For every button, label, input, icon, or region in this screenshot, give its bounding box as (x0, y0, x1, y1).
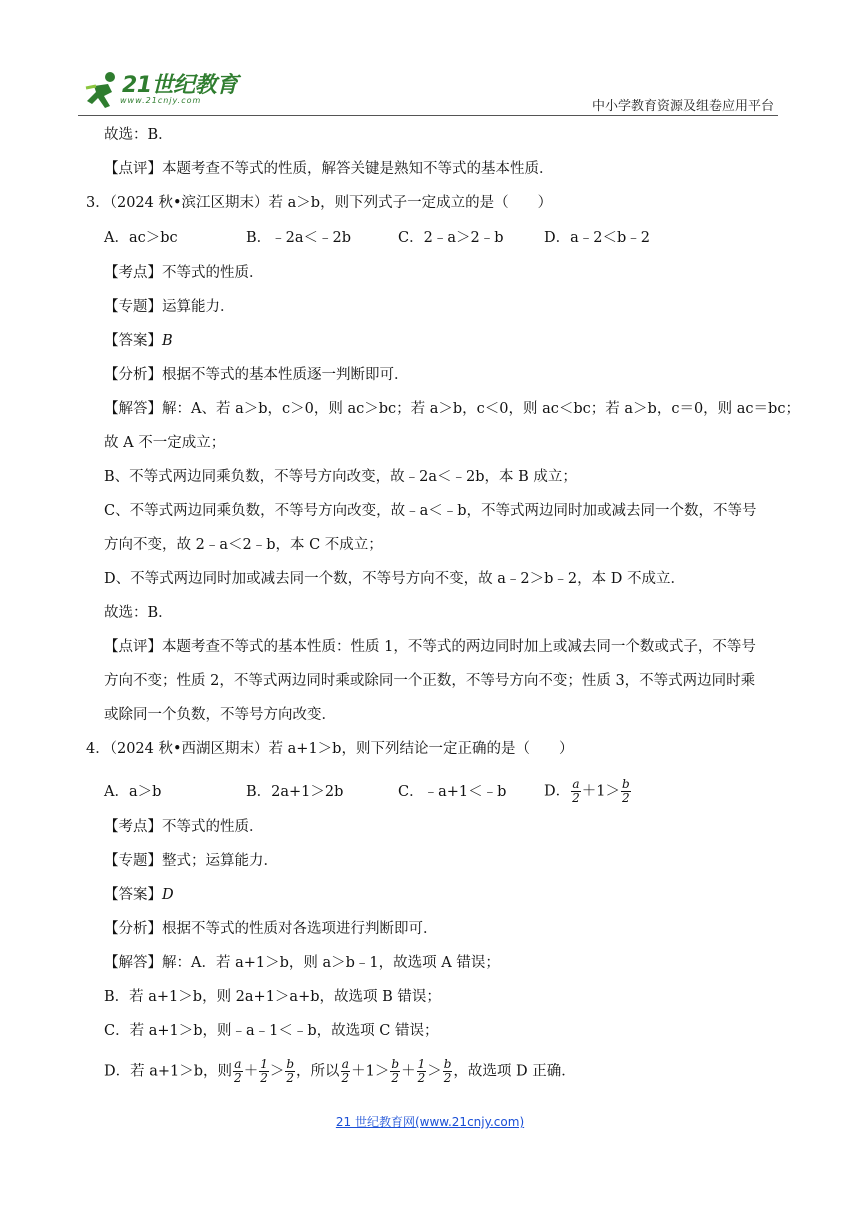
knowledge-point: 【考点】不等式的性质． (104, 819, 264, 835)
question-4-stem: 4．（2024 秋•西湖区期末）若 a+1＞b，则下列结论一定正确的是（ ） (86, 741, 574, 757)
denominator: 2 (341, 1071, 350, 1085)
question-3-condition: a＞b (287, 195, 321, 211)
logo-text: 21世纪教育 (122, 73, 238, 98)
runner-logo-icon (84, 70, 122, 110)
plus-sign: ＋ (401, 1063, 416, 1080)
comment-line-3: 或除同一个负数，不等号方向改变． (104, 707, 336, 723)
comment-line-2: 方向不变；性质 2，不等式两边同时乘或除同一个正数，不等号方向不变；性质 3，不等式两边同时乘 (104, 673, 756, 689)
logo-url: www.21cnjy.com (120, 96, 202, 105)
denominator: 2 (622, 791, 630, 805)
fraction-b-over-2 (621, 778, 631, 805)
numerator: a (234, 1057, 242, 1071)
option-b: B．﹣2a＜﹣2b (246, 230, 352, 246)
denominator: 2 (234, 1071, 242, 1085)
analysis: 【分析】根据不等式的性质对各选项进行判断即可． (104, 921, 438, 937)
question-4-options (104, 778, 632, 805)
gt-sign: ＞ (427, 1063, 442, 1080)
answer-label: 【答案】 (104, 887, 162, 903)
question-3-stem-prefix: 3．（2024 秋•滨江区期末）若 (86, 195, 288, 211)
fraction-b-over-2 (285, 1058, 295, 1085)
solution-line-1: 【解答】解：A、若 a＞b，c＞0，则 ac＞bc；若 a＞b，c＜0，则 ac＜bc；若 a＞b，c＝0，则 ac＝bc； (104, 401, 800, 417)
option-d (544, 778, 632, 805)
site-logo[interactable] (78, 66, 258, 112)
question-3-stem-suffix: ，则下列式子一定成立的是（ ） (320, 195, 553, 211)
numerator: b (286, 1057, 295, 1071)
answer-select-line: 故选：B． (104, 127, 173, 143)
denominator: 2 (260, 1071, 268, 1085)
page-footer (0, 1113, 860, 1130)
footer-link[interactable]: 21 世纪教育网(www.21cnjy.com) (335, 1115, 525, 1129)
answer-value: B (162, 333, 173, 349)
answer-label: 【答案】 (104, 333, 162, 349)
numerator: a (341, 1057, 349, 1071)
gt-sign: ＞ (269, 1063, 285, 1080)
denominator: 2 (391, 1071, 400, 1085)
answer (104, 885, 174, 905)
numerator: 1 (260, 1057, 268, 1071)
knowledge-point: 【考点】不等式的性质． (104, 265, 264, 281)
question-3-stem (86, 193, 552, 213)
fraction-b-over-2 (443, 1058, 453, 1085)
solution-line-4-prefix: D．若 a+1＞b，则 (104, 1063, 233, 1080)
option-d: D．a﹣2＜b﹣2 (544, 230, 651, 246)
solution-line-3: B、不等式两边同乘负数，不等号方向改变，故﹣2a＜﹣2b，本 B 成立； (104, 469, 577, 485)
solution-line-2: 故 A 不一定成立； (104, 435, 226, 451)
solution-line-4: C、不等式两边同乘负数，不等号方向改变，故﹣a＜﹣b，不等式两边同时加或减去同一个数，不等号 (104, 503, 757, 519)
solution-line-3: C．若 a+1＞b，则﹣a﹣1＜﹣b，故选项 C 错误； (104, 1023, 439, 1039)
denominator: 2 (417, 1071, 426, 1085)
analysis: 【分析】根据不等式的基本性质逐一判断即可． (104, 367, 409, 383)
question-3-options (104, 228, 650, 248)
fraction-1-over-2 (417, 1058, 427, 1085)
solution-line-4-mid: ，所以 (296, 1063, 340, 1080)
fraction-1-over-2 (259, 1058, 269, 1085)
answer (104, 331, 173, 351)
fraction-a-over-2 (233, 1058, 243, 1085)
comment-line-1: 【点评】本题考查不等式的基本性质：性质 1，不等式的两边同时加上或减去同一个数或式子，不等号 (104, 639, 756, 655)
header-divider (78, 115, 778, 116)
fraction-a-over-2 (571, 778, 581, 805)
numerator: b (391, 1057, 400, 1071)
denominator: 2 (443, 1071, 452, 1085)
topic: 【专题】整式；运算能力． (104, 853, 278, 869)
numerator: b (622, 777, 630, 791)
fraction-a-over-2 (341, 1058, 351, 1085)
option-c: C．2﹣a＞2﹣b (398, 230, 504, 246)
option-a: A．a＞b (104, 783, 162, 800)
numerator: a (572, 777, 580, 791)
answer-select-line: 故选：B． (104, 605, 173, 621)
option-c: C．﹣a+1＜﹣b (398, 783, 507, 800)
solution-line-5: 方向不变，故 2﹣a＜2﹣b，本 C 不成立； (104, 537, 383, 553)
option-a: A．ac＞bc (104, 230, 178, 246)
solution-line-2: B．若 a+1＞b，则 2a+1＞a+b，故选项 B 错误； (104, 989, 441, 1005)
plus-one-gt: ＋1＞ (351, 1063, 390, 1080)
denominator: 2 (286, 1071, 294, 1085)
solution-line-4 (104, 1058, 576, 1085)
denominator: 2 (572, 791, 580, 805)
numerator: b (443, 1057, 452, 1071)
solution-line-1: 【解答】解：A．若 a+1＞b，则 a＞b﹣1，故选项 A 错误； (104, 955, 500, 971)
option-b: B．2a+1＞2b (246, 783, 344, 800)
answer-value: D (162, 887, 174, 903)
fraction-b-over-2 (390, 1058, 400, 1085)
plus-sign: ＋ (243, 1063, 259, 1080)
topic: 【专题】运算能力． (104, 299, 235, 315)
numerator: 1 (417, 1057, 426, 1071)
plus-one-gt: ＋1＞ (581, 783, 621, 800)
comment-line: 【点评】本题考查不等式的性质，解答关键是熟知不等式的基本性质． (104, 161, 554, 177)
platform-name: 中小学教育资源及组卷应用平台 (591, 99, 774, 114)
page-header (78, 62, 778, 114)
option-d-label: D． (544, 783, 571, 800)
solution-line-6: D、不等式两边同时加或减去同一个数，不等号方向不变，故 a﹣2＞b﹣2，本 D 不成立． (104, 571, 685, 587)
solution-line-4-suffix: ，故选项 D 正确． (453, 1063, 576, 1080)
